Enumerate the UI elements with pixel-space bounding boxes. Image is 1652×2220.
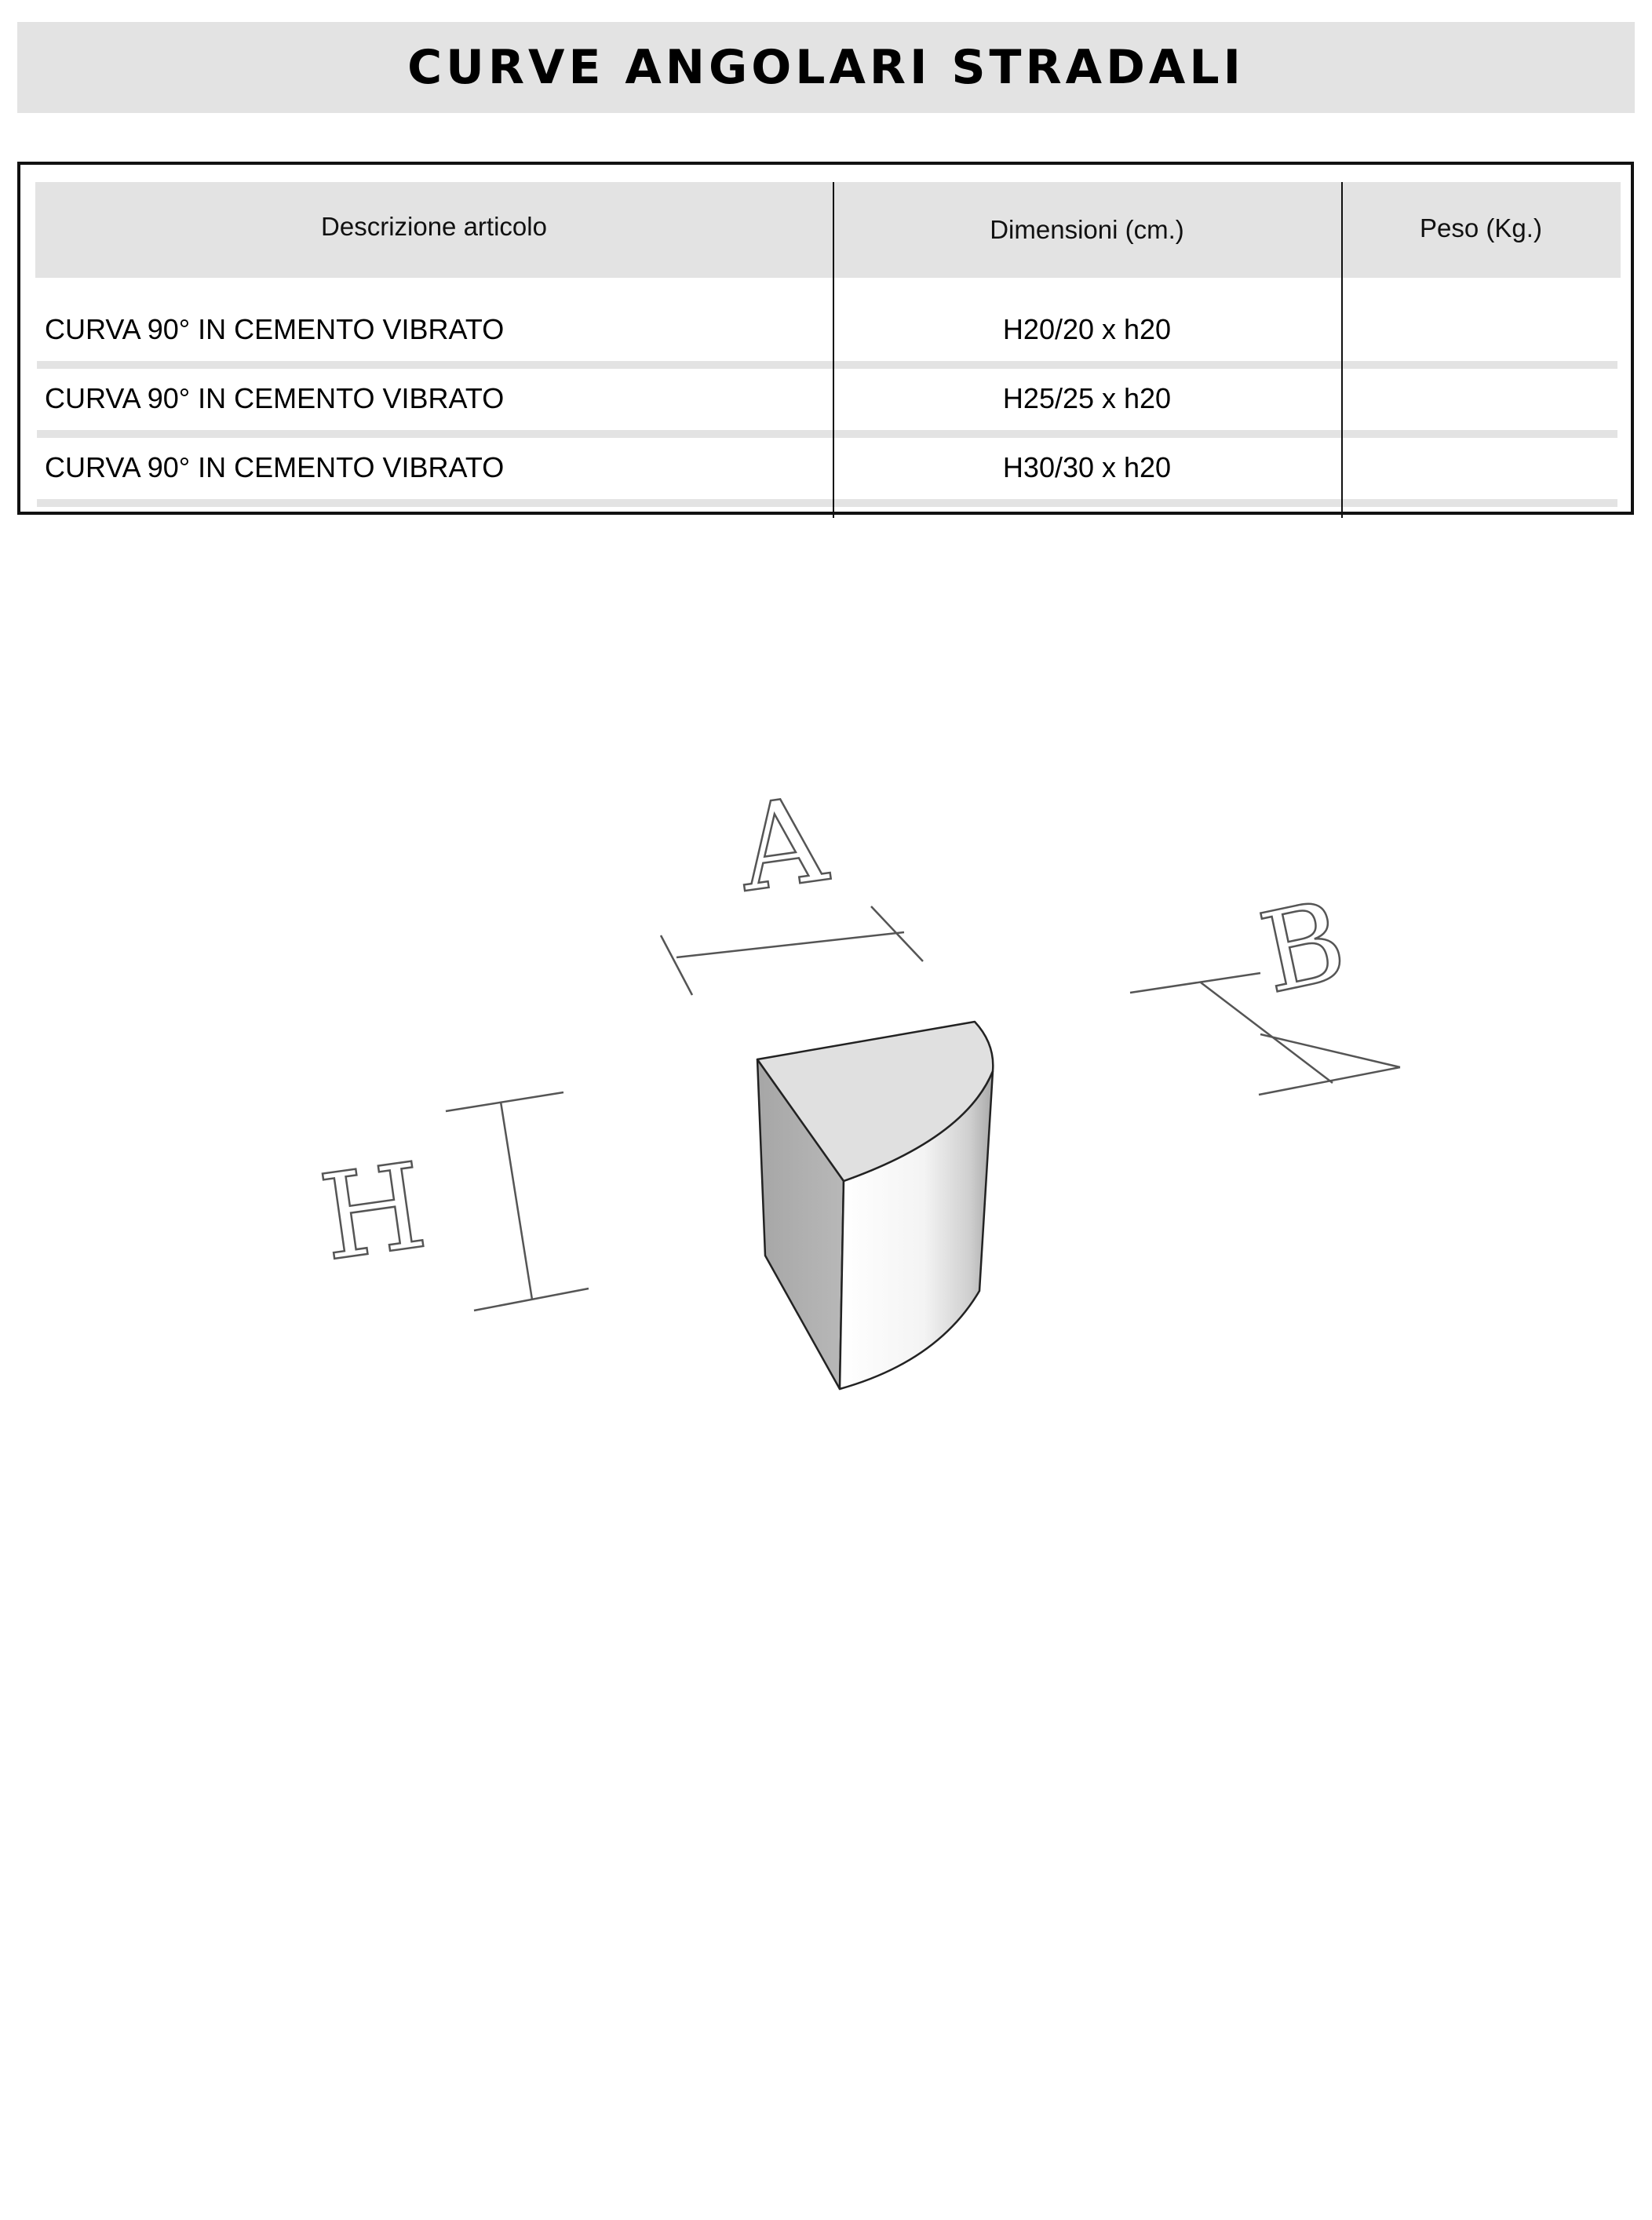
cell-dimensions: H20/20 x h20	[1002, 313, 1172, 345]
cell-description: CURVA 90° IN CEMENTO VIBRATO	[45, 313, 505, 345]
table-row	[35, 369, 1621, 438]
row-separator	[37, 430, 1617, 438]
product-table	[17, 162, 1634, 515]
row-separator	[37, 499, 1617, 507]
curb-corner-illustration	[298, 769, 1444, 1444]
cell-weight	[1341, 438, 1621, 498]
table-row	[35, 438, 1621, 507]
header-description: Descrizione articolo	[321, 212, 547, 241]
header-weight: Peso (Kg.)	[1420, 213, 1542, 242]
header-dimensions: Dimensioni (cm.)	[990, 215, 1184, 244]
table-header	[35, 182, 1621, 278]
title-bar	[17, 22, 1635, 113]
cell-dimensions: H30/30 x h20	[1002, 451, 1172, 483]
cell-weight	[1341, 300, 1621, 359]
label-h: H	[312, 1138, 434, 1288]
row-separator	[37, 361, 1617, 369]
dimension-a	[661, 906, 923, 995]
table-inner	[35, 182, 1621, 512]
table-row	[35, 300, 1621, 369]
curb-block	[757, 1022, 993, 1389]
dimension-h	[446, 1092, 589, 1310]
cell-description: CURVA 90° IN CEMENTO VIBRATO	[45, 382, 505, 414]
label-b: B	[1250, 877, 1356, 1019]
label-a: A	[730, 771, 834, 919]
page-title: CURVE ANGOLARI STRADALI	[407, 40, 1245, 95]
cell-dimensions: H25/25 x h20	[1002, 382, 1172, 414]
column-divider	[1341, 182, 1343, 518]
dimension-b	[1130, 973, 1400, 1095]
cell-description: CURVA 90° IN CEMENTO VIBRATO	[45, 451, 505, 483]
cell-weight	[1341, 369, 1621, 428]
column-divider	[833, 182, 834, 518]
